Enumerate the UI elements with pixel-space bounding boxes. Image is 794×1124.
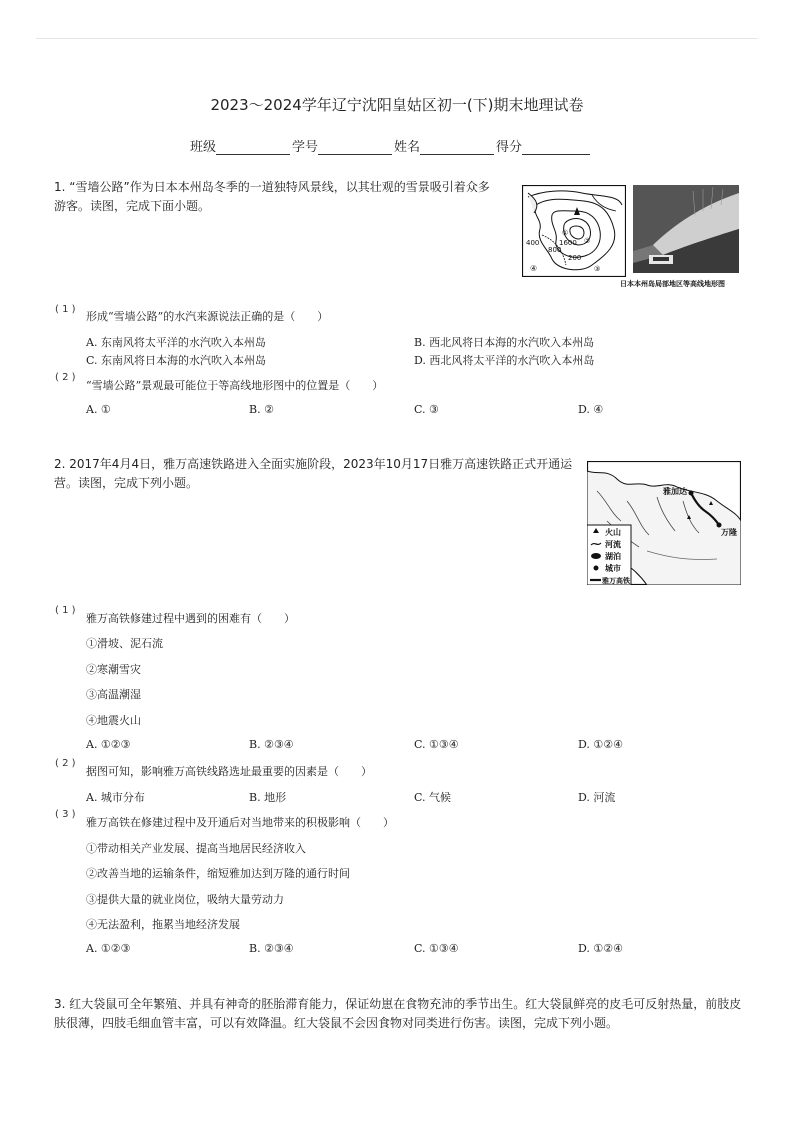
q2-stem-line2: 营。读图，完成下列小题。 — [54, 476, 199, 490]
q1-sub1-option-b[interactable]: B. 西北风将日本海的水汽吹入本州岛 — [414, 336, 595, 349]
railway-map-svg — [587, 461, 741, 585]
q1-sub2-question: “雪墙公路”景观最可能位于等高线地形图中的位置是（ ） — [86, 379, 384, 392]
q2-sub1-item-1: ①滑坡、泥石流 — [86, 637, 163, 650]
legend-rail-label: 雅万高铁 — [602, 577, 630, 585]
q2-sub3-item-2: ②改善当地的运输条件，缩短雅加达到万隆的通行时间 — [86, 867, 350, 880]
q1-stem-line1: 1. “雪墙公路”作为日本本州岛冬季的一道独特风景线，以其壮观的雪景吸引着众多 — [54, 180, 490, 194]
top-divider — [36, 38, 758, 39]
q2-sub1-option-d[interactable]: D. ①②④ — [578, 738, 624, 751]
q2-railway-map — [587, 461, 741, 585]
location-marker-1: ① — [562, 229, 569, 237]
q1-stem-line2: 游客。读图，完成下面小题。 — [54, 199, 211, 213]
q1-sub2-option-c[interactable]: C. ③ — [414, 403, 439, 416]
q2-sub1-item-4: ④地震火山 — [86, 714, 141, 727]
bandung-label: 万隆 — [721, 528, 737, 537]
student-info-line — [190, 136, 592, 155]
id-label: 学号 — [292, 140, 319, 155]
legend-lake-label: 湖泊 — [605, 552, 621, 561]
name-label: 姓名 — [394, 140, 421, 155]
q2-sub3-item-3: ③提供大量的就业岗位，吸纳大量劳动力 — [86, 893, 284, 906]
q2-sub1-item-3: ③高温潮湿 — [86, 688, 141, 701]
q1-sub1-option-c[interactable]: C. 东南风将日本海的水汽吹入本州岛 — [86, 354, 267, 367]
q1-sub1-option-a[interactable]: A. 东南风将太平洋的水汽吹入本州岛 — [86, 336, 266, 349]
contour-map-svg — [522, 185, 626, 277]
q1-sub2-option-a[interactable]: A. ① — [86, 403, 111, 416]
q2-sub3-option-d[interactable]: D. ①②④ — [578, 942, 624, 955]
contour-label-1600: 1600 — [559, 239, 577, 247]
q2-sub1-number: ( 1 ) — [55, 605, 76, 616]
q3-stem-line2: 肤很薄，四肢毛细血管丰富，可以有效降温。红大袋鼠不会因食物对同类进行伤害。读图，完成下列小题。 — [54, 1016, 619, 1030]
q2-stem — [54, 455, 584, 493]
q3-stem-line1: 3. 红大袋鼠可全年繁殖、并具有神奇的胚胎滞育能力，保证幼崽在食物充沛的季节出生。红大袋鼠鲜亮的皮毛可反射热量，前肢皮 — [54, 997, 742, 1011]
id-blank[interactable] — [318, 140, 392, 155]
q1-contour-map — [522, 185, 626, 277]
location-marker-2: ② — [584, 237, 591, 245]
legend-city-icon — [594, 566, 599, 571]
q1-map-caption: 日本本州岛局部地区等高线地形图 — [620, 279, 725, 288]
class-label: 班级 — [190, 140, 217, 155]
q2-sub1-option-a[interactable]: A. ①②③ — [86, 738, 131, 751]
q3-stem — [54, 995, 754, 1033]
legend-volcano-label: 火山 — [605, 528, 621, 537]
q2-sub3-option-b[interactable]: B. ②③④ — [249, 942, 294, 955]
score-blank[interactable] — [522, 140, 590, 155]
name-blank[interactable] — [420, 140, 494, 155]
q1-snow-wall-photo — [633, 185, 739, 273]
contour-label-800: 800 — [548, 246, 562, 254]
contour-label-400: 400 — [526, 239, 540, 247]
q2-sub3-option-a[interactable]: A. ①②③ — [86, 942, 131, 955]
jakarta-label: 雅加达 — [663, 487, 687, 496]
q2-sub1-option-b[interactable]: B. ②③④ — [249, 738, 294, 751]
contour-label-200: 200 — [568, 254, 582, 262]
q2-sub3-item-4: ④无法盈利，拖累当地经济发展 — [86, 918, 240, 931]
q1-sub1-option-d[interactable]: D. 西北风将太平洋的水汽吹入本州岛 — [414, 354, 595, 367]
q2-sub2-number: ( 2 ) — [55, 758, 76, 769]
legend-city-label: 城市 — [605, 564, 621, 573]
q2-sub3-option-c[interactable]: C. ①③④ — [414, 942, 459, 955]
q2-sub2-option-a[interactable]: A. 城市分布 — [86, 791, 145, 804]
q2-stem-line1: 2. 2017年4月4日，雅万高速铁路进入全面实施阶段，2023年10月17日雅万高速铁路正式开通运 — [54, 457, 573, 471]
location-marker-3: ③ — [594, 265, 601, 273]
q1-sub1-question: 形成“雪墙公路”的水汽来源说法正确的是（ ） — [86, 310, 329, 323]
legend-river-label: 河流 — [605, 540, 621, 549]
page-title: 2023～2024学年辽宁沈阳皇姑区初一(下)期末地理试卷 — [210, 96, 584, 114]
q2-sub3-number: ( 3 ) — [55, 809, 76, 820]
legend-lake-icon — [591, 553, 601, 559]
q1-sub2-option-d[interactable]: D. ④ — [578, 403, 604, 416]
score-label: 得分 — [496, 140, 523, 155]
q2-sub3-item-1: ①带动相关产业发展、提高当地居民经济收入 — [86, 842, 306, 855]
q2-sub3-question: 雅万高铁在修建过程中及开通后对当地带来的积极影响（ ） — [86, 816, 394, 829]
q1-sub2-option-b[interactable]: B. ② — [249, 403, 274, 416]
snow-wall-photo-svg — [633, 185, 739, 273]
q1-sub1-number: ( 1 ) — [55, 304, 76, 315]
q2-sub1-item-2: ②寒潮雪灾 — [86, 663, 141, 676]
q2-sub2-question: 据图可知，影响雅万高铁线路选址最重要的因素是（ ） — [86, 765, 372, 778]
class-blank[interactable] — [216, 140, 290, 155]
q2-sub2-option-b[interactable]: B. 地形 — [249, 791, 287, 804]
q2-sub2-option-c[interactable]: C. 气候 — [414, 791, 452, 804]
location-marker-4: ④ — [530, 264, 538, 273]
q1-stem — [54, 178, 514, 216]
q2-sub1-option-c[interactable]: C. ①③④ — [414, 738, 459, 751]
q2-sub2-option-d[interactable]: D. 河流 — [578, 791, 616, 804]
q1-sub2-number: ( 2 ) — [55, 372, 76, 383]
q2-sub1-question: 雅万高铁修建过程中遇到的困难有（ ） — [86, 612, 295, 625]
